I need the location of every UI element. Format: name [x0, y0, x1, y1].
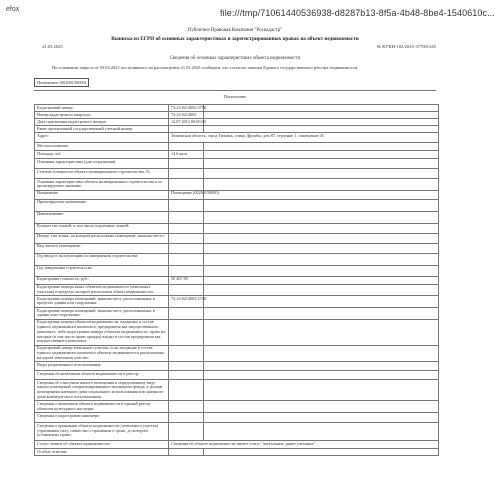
field-value: Сведения об объекте недвижимости имеют статус "актуальные, ранее учтенные" — [169, 441, 439, 449]
field-label: Основная характеристика (для сооружения): — [35, 159, 169, 169]
table-row — [35, 190, 439, 199]
field-value — [169, 371, 204, 380]
field-extra — [204, 199, 439, 211]
field-extra — [204, 223, 439, 233]
field-value — [169, 265, 204, 276]
table-row — [35, 319, 439, 345]
section-title: Сведения об основных характеристиках объекта недвижимости — [169, 56, 301, 61]
field-value — [169, 159, 204, 169]
organization-name: Публично-Правовая Компания "Роскадастр" — [187, 28, 283, 33]
table-row — [35, 105, 439, 112]
field-label: Кадастровые номера помещений, машино-мест, расположенных в пределах здания или сооружения: — [35, 296, 169, 308]
document-date: 21.03.2025 — [42, 44, 63, 49]
window-title: efox — [6, 6, 20, 13]
field-label: Количество этажей, в том числе подземных этажей: — [35, 223, 169, 233]
field-value: Помещение (00200150000) — [169, 190, 204, 199]
table-row — [35, 126, 439, 133]
field-label: Сведения об включении объекта недвижимости в реестр: — [35, 371, 169, 380]
intro-paragraph: На основании запроса от 03.03.2025 поступившего на рассмотрение 21.03.2025 сообщаем, что согласно записям Единого государственного реестра недвижимости: — [52, 65, 359, 70]
field-extra — [204, 190, 439, 199]
field-value — [169, 308, 204, 320]
table-row — [35, 143, 439, 151]
field-label: Наименование: — [35, 211, 169, 223]
field-label: Кадастровая стоимость, руб.: — [35, 276, 169, 284]
field-value — [169, 223, 204, 233]
field-extra — [204, 169, 439, 179]
table-row — [35, 345, 439, 361]
field-value — [169, 413, 204, 423]
field-value — [169, 284, 204, 296]
field-value: Тюменская область, город Тюмень, улица Дружбы, дом 87, строение 1, помещение 45 — [169, 133, 439, 143]
field-extra — [204, 308, 439, 320]
field-extra — [204, 265, 439, 276]
divider — [34, 90, 436, 91]
field-extra — [204, 423, 439, 441]
document-header-line — [30, 43, 440, 51]
field-label: Площадь, м2: — [35, 151, 169, 159]
field-extra — [204, 296, 439, 308]
table-row — [35, 441, 439, 449]
field-value — [169, 319, 204, 345]
table-row — [35, 233, 439, 243]
field-value: 72:23:0214002:3718 — [169, 296, 204, 308]
field-extra — [204, 243, 439, 253]
field-value — [169, 179, 204, 191]
field-value — [169, 362, 204, 371]
table-row — [35, 211, 439, 223]
field-extra — [204, 233, 439, 243]
field-value: 50 467.90 — [169, 276, 204, 284]
table-row — [35, 253, 439, 265]
field-label: Степень готовности объекта незавершенного строительства, %: — [35, 169, 169, 179]
field-label: Особые отметки: — [35, 449, 169, 456]
field-extra — [204, 211, 439, 223]
field-label: Адрес: — [35, 133, 169, 143]
field-value — [169, 401, 204, 413]
table-row — [35, 423, 439, 441]
browser-header — [0, 0, 495, 24]
field-label: Дата присвоения кадастрового номера: — [35, 119, 169, 126]
field-extra — [204, 371, 439, 380]
field-label: Сведения о кадастровом инженере: — [35, 413, 169, 423]
field-label: Номер кадастрового квартала: — [35, 112, 169, 119]
field-value — [169, 211, 204, 223]
document-number: № КУВИ-102/2025-377001345 — [376, 44, 436, 49]
table-row — [35, 159, 439, 169]
field-extra — [204, 449, 439, 456]
table-row — [35, 179, 439, 191]
field-extra — [204, 380, 439, 401]
field-label: Кадастровый номер: — [35, 105, 169, 112]
object-type-label: Помещение — [223, 94, 247, 99]
field-extra — [204, 319, 439, 345]
table-row — [35, 284, 439, 296]
field-value — [169, 233, 204, 243]
field-extra — [204, 179, 439, 191]
table-row — [35, 296, 439, 308]
field-value — [169, 380, 204, 401]
table-row — [35, 413, 439, 423]
table-row — [35, 308, 439, 320]
field-label: Ранее присвоенный государственный учетный номер: — [35, 126, 169, 133]
table-row — [35, 243, 439, 253]
field-value — [169, 126, 204, 133]
field-extra — [204, 345, 439, 361]
field-extra — [204, 413, 439, 423]
field-value: 14.6 кв.м — [169, 151, 204, 159]
table-row — [35, 133, 439, 143]
field-extra — [204, 284, 439, 296]
address-bar-url[interactable]: file:///tmp/71061440536938-d8287b13-8f5a-4b48-8be4-1540610c... — [220, 8, 495, 18]
field-value — [169, 243, 204, 253]
field-label: Кадастровые номера помещений, машино-мест, расположенных в здании или сооружении: — [35, 308, 169, 320]
field-label: Вид жилого помещения: — [35, 243, 169, 253]
field-value — [169, 199, 204, 211]
field-value — [169, 345, 204, 361]
premises-box: Помещение (00200150000) — [34, 78, 89, 87]
field-value — [169, 253, 204, 265]
table-row — [35, 380, 439, 401]
field-extra — [204, 276, 439, 284]
table-row — [35, 112, 439, 119]
table-row — [35, 169, 439, 179]
table-row — [35, 223, 439, 233]
field-extra — [204, 151, 439, 159]
field-label: Кадастровые номера иных объектов недвижимости (земельных участков) в пределах которых расположен объект недвижимости: — [35, 284, 169, 296]
field-value: 72:23:0214002:3758 — [169, 105, 204, 112]
document-title: Выписка из ЕГРН об основных характеристиках и зарегистрированных правах на объект недвижимости — [111, 36, 359, 42]
field-label: Местоположение: — [35, 143, 169, 151]
field-label: Кадастровые номера объектов недвижимости, входящих в состав единого недвижимого комплекса, предприятия как имущественного комплекса, либо кадастровые номера объектов недвижимости, права на которые (в том числе право аренды) входят в состав предприятия как имущественного комплекса: — [35, 319, 169, 345]
table-row — [35, 199, 439, 211]
table-row — [35, 276, 439, 284]
table-row — [35, 151, 439, 159]
field-label: Год ввода в эксплуатацию по завершении строительства: — [35, 253, 169, 265]
field-label: Сведения об отнесении жилого помещения к определенному виду жилых помещений специализированного жилищного фонда, к жилым помещениям наемного дома социального использования или наемного дома коммерческого использования: — [35, 380, 169, 401]
field-extra — [204, 362, 439, 371]
field-extra — [204, 253, 439, 265]
field-extra — [204, 119, 439, 126]
field-value — [169, 143, 204, 151]
field-label: Кадастровый номер земельного участка, если входящие в состав единого недвижимого комплекса объекты недвижимости расположены на одном земельном участке: — [35, 345, 169, 361]
field-extra — [204, 126, 439, 133]
table-row — [35, 401, 439, 413]
field-label: Сведения о признании объекта недвижимости (земельного участка) утратившим силу, совместно с признаком о сроке, до которого установлено право: — [35, 423, 169, 441]
table-row — [35, 449, 439, 456]
characteristics-table — [34, 104, 439, 456]
field-label: Основная характеристика объекта незавершенного строительства и ее проектируемое значение: — [35, 179, 169, 191]
field-extra — [204, 159, 439, 169]
document-page — [30, 28, 440, 99]
field-label: Проектируемое назначение: — [35, 199, 169, 211]
field-label: Номер, тип этажа, на котором расположено помещение, машино-место: — [35, 233, 169, 243]
table-row — [35, 371, 439, 380]
field-extra — [204, 401, 439, 413]
field-value: 12.07.2012 00:00:00 — [169, 119, 204, 126]
field-label: Сведения о включении объекта недвижимости в единый реестр объектов культурного наследия: — [35, 401, 169, 413]
field-value — [169, 423, 204, 441]
field-label: Год завершения строительства: — [35, 265, 169, 276]
table-row — [35, 265, 439, 276]
field-extra — [204, 143, 439, 151]
field-value: 72:23:0214002 — [169, 112, 204, 119]
field-label: Статус записи об объекте недвижимости: — [35, 441, 169, 449]
field-value — [169, 169, 204, 179]
field-extra — [204, 105, 439, 112]
field-label: Назначение: — [35, 190, 169, 199]
field-value — [169, 449, 204, 456]
table-row — [35, 119, 439, 126]
field-extra — [204, 112, 439, 119]
field-label: Виды разрешенного использования: — [35, 362, 169, 371]
table-row — [35, 362, 439, 371]
